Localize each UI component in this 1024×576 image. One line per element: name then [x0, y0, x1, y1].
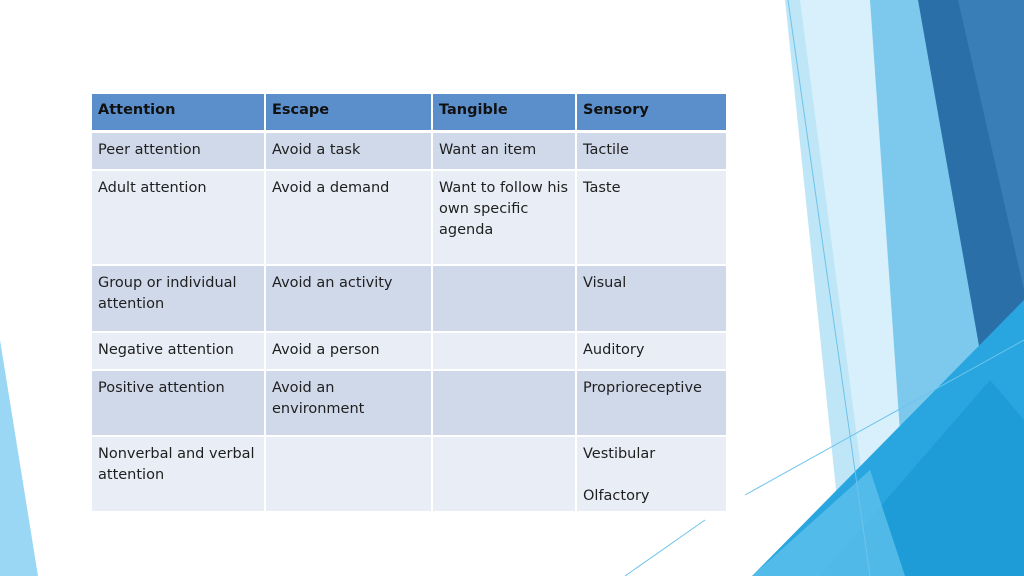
- table-row: [92, 170, 726, 265]
- header-tangible: Tangible: [432, 94, 576, 131]
- cell-escape: Avoid an activity: [265, 265, 432, 332]
- cell-sensory: Vestibular: [583, 446, 656, 462]
- cell-attention: Positive attention: [92, 370, 265, 436]
- table-row: [92, 131, 726, 170]
- cell-attention: Nonverbal and verbal attention: [92, 436, 265, 512]
- cell-spacer: [583, 465, 720, 486]
- cell-attention: Negative attention: [92, 332, 265, 370]
- left-accent-shape: [0, 340, 38, 576]
- cell-tangible: [432, 370, 576, 436]
- functions-table-container: [92, 94, 726, 513]
- cell-tangible: [432, 332, 576, 370]
- cell-escape: Avoid an environment: [265, 370, 432, 436]
- thin-line-3: [625, 520, 705, 576]
- cell-escape: Avoid a person: [265, 332, 432, 370]
- cell-attention: Group or individual attention: [92, 265, 265, 332]
- cell-tangible: Want to follow his own specific agenda: [432, 170, 576, 265]
- header-escape: Escape: [265, 94, 432, 131]
- cell-attention: Adult attention: [92, 170, 265, 265]
- table-row: [92, 436, 726, 512]
- table-row: [92, 370, 726, 436]
- cell-tangible: [432, 265, 576, 332]
- cell-sensory: Proprioreceptive: [576, 370, 726, 436]
- cell-escape: Avoid a task: [265, 131, 432, 170]
- cell-sensory: Tactile: [576, 131, 726, 170]
- table-row: [92, 332, 726, 370]
- table-header-row: [92, 94, 726, 131]
- table-row: [92, 265, 726, 332]
- functions-table: [92, 94, 726, 513]
- header-sensory: Sensory: [576, 94, 726, 131]
- header-attention: Attention: [92, 94, 265, 131]
- cell-sensory: Taste: [576, 170, 726, 265]
- cell-tangible: Want an item: [432, 131, 576, 170]
- cell-sensory-multi: [576, 436, 726, 512]
- cell-sensory-extra: Olfactory: [583, 488, 650, 504]
- cell-sensory: Auditory: [576, 332, 726, 370]
- cell-tangible: [432, 436, 576, 512]
- cell-escape: [265, 436, 432, 512]
- cell-attention: Peer attention: [92, 131, 265, 170]
- cell-escape: Avoid a demand: [265, 170, 432, 265]
- cell-sensory: Visual: [576, 265, 726, 332]
